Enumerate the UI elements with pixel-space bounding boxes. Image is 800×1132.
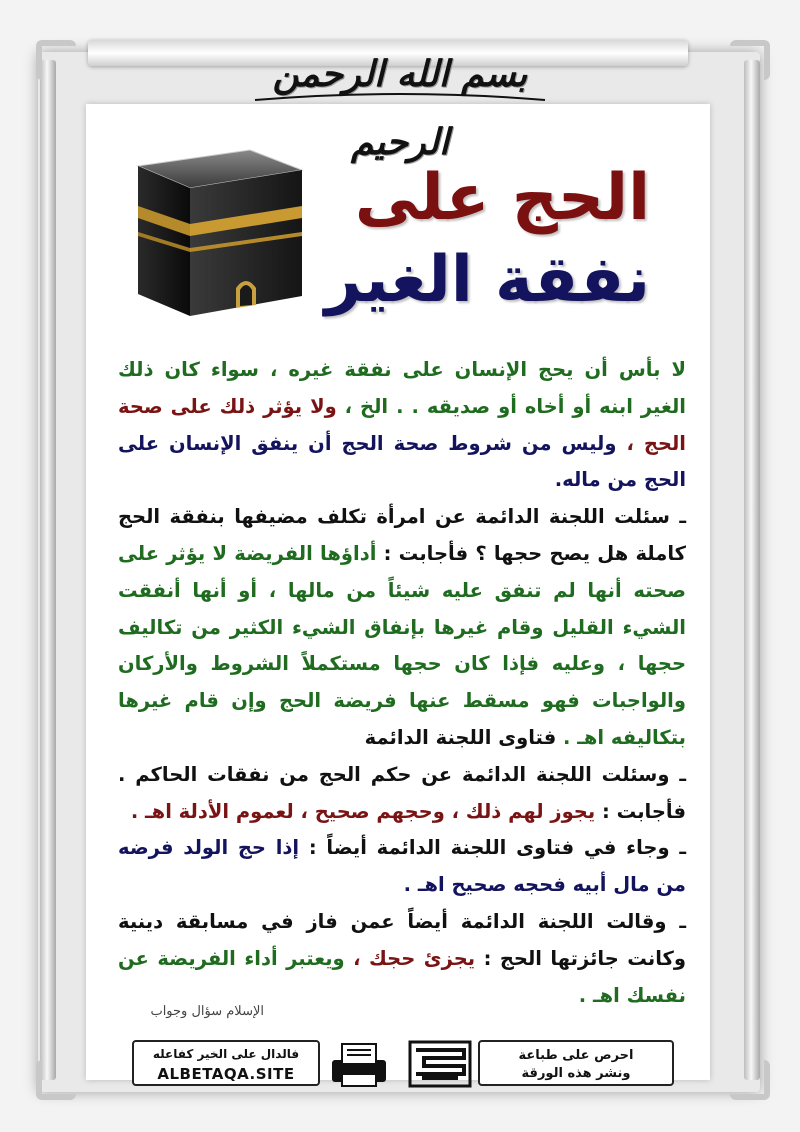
text-segment: إذا حج الولد فرضه من مال أبيه فحجه صحيح اهـ . — [118, 836, 686, 897]
text-segment: ـ وجاء في فتاوى اللجنة الدائمة أيضاً : — [299, 836, 686, 860]
text-segment: يجوز لهم ذلك ، وحجهم صحيح ، لعموم الأدلة اهـ . — [130, 799, 596, 823]
paragraph-2 — [118, 499, 686, 757]
text-segment: ـ وقالت اللجنة الدائمة أيضاً عمن فاز في مسابقة دينية وكانت جائزتها الحج : — [118, 909, 686, 970]
kaaba-icon — [132, 148, 308, 318]
paragraph-1 — [118, 352, 686, 499]
printer-icon — [332, 1044, 386, 1086]
text-segment: لا بأس أن يحج الإنسان على نفقة غيره ، سواء كان ذلك الغير ابنه أو أخاه أو صديقه . . الخ ، — [118, 358, 686, 418]
page-title-line-2: نفقة الغير — [324, 243, 650, 317]
paragraph-4 — [118, 830, 686, 904]
page-title-line-1: الحج على — [354, 161, 650, 235]
text-segment: ولا يؤثر ذلك على صحة الحج ، — [118, 394, 686, 455]
footer-website-link[interactable]: ALBETAQA.SITE — [157, 1065, 295, 1083]
article-body — [118, 352, 686, 1014]
footer-print-line-1: احرص على طباعة — [518, 1048, 634, 1063]
footer-bar — [132, 1040, 676, 1088]
text-segment: يجزئ حجك ، — [344, 946, 476, 970]
basmala-swash — [250, 92, 550, 104]
frame-corner — [730, 1060, 770, 1100]
footer-website-box — [132, 1040, 320, 1086]
basmala-calligraphy: بسم الله الرحمن الرحيم — [272, 53, 528, 163]
frame-right-rail — [744, 60, 760, 1080]
text-segment: ـ وسئلت اللجنة الدائمة عن حكم الحج من نفقات الحاكم . فأجابت : — [118, 762, 686, 823]
text-segment: ـ سئلت اللجنة الدائمة عن امرأة تكلف مضيفها بنفقة الحج كاملة هل يصح حجها ؟ فأجابت : — [118, 505, 686, 565]
footer-motto: فالدال على الخير كفاعله — [152, 1047, 300, 1061]
paragraph-3 — [118, 757, 686, 831]
frame-corner — [36, 40, 76, 80]
frame-corner — [36, 1060, 76, 1100]
calligraphy-logo-icon — [410, 1042, 470, 1086]
footer-print-line-2: ونشر هذه الورقة — [521, 1066, 631, 1081]
text-segment: فتاوى اللجنة الدائمة — [364, 725, 564, 749]
text-segment: وليس من شروط صحة الحج أن ينفق الإنسان على الحج من ماله. — [118, 431, 686, 492]
footer-logo-group — [330, 1038, 474, 1090]
frame-left-rail — [40, 60, 56, 1080]
paragraph-5 — [118, 904, 686, 1014]
frame-corner — [730, 40, 770, 80]
text-segment: أداؤها الفريضة لا يؤثر على صحته أنها لم تنفق عليه شيئاً من مالها ، أو أنها أنفقت الشيء القليل وقام غيرها بإنفاق الشيء الكثير من تكاليف حجها ، وعليه فإذا كان حجها مستكملاً الشروط والأركان والواجبات فهو مسقط عنها فريضة الحج وإن قام غيرها بتكاليفه اهـ . — [118, 541, 686, 749]
footer-print-box — [478, 1040, 674, 1086]
source-credit: الإسلام سؤال وجواب — [150, 1004, 264, 1019]
text-segment: ويعتبر أداء الفريضة عن نفسك اهـ . — [118, 946, 686, 1007]
